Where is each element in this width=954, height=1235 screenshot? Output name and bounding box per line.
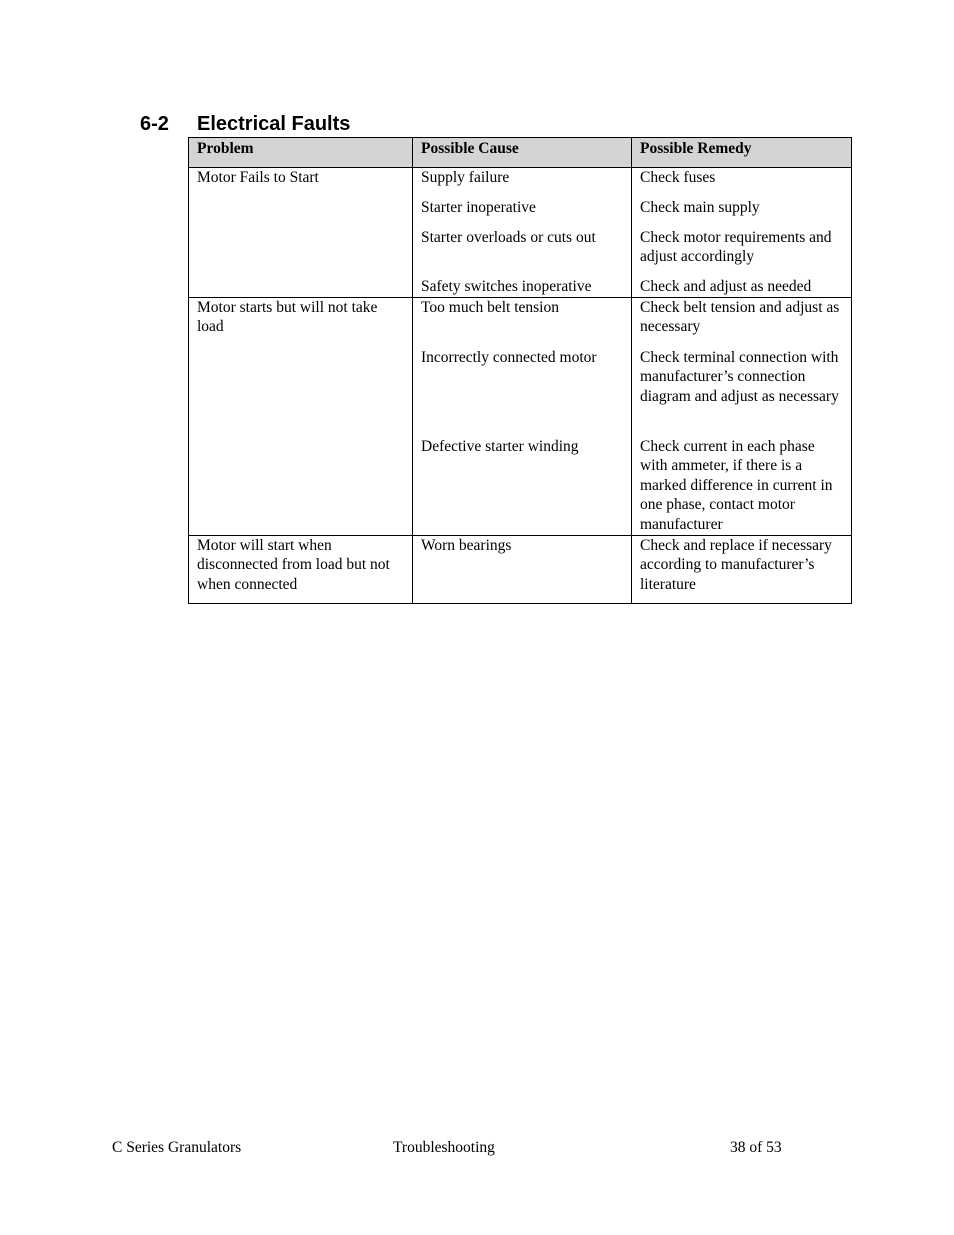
cause-text: Incorrectly connected motor bbox=[421, 348, 597, 366]
section-number: 6-2 bbox=[140, 113, 169, 135]
header-possible-remedy: Possible Remedy bbox=[632, 138, 852, 168]
remedy-text: Check and adjust as needed bbox=[640, 277, 812, 295]
remedy-text: Check motor requirements and adjust accordingly bbox=[640, 228, 832, 266]
problem-text: Motor Fails to Start bbox=[197, 168, 319, 186]
remedy-cell bbox=[632, 535, 852, 604]
remedy-cell bbox=[632, 297, 852, 535]
cause-text: Starter inoperative bbox=[421, 198, 536, 216]
problem-text: Motor will start when disconnected from load but not when connected bbox=[197, 536, 390, 593]
table-row bbox=[189, 535, 852, 604]
problem-cell bbox=[189, 297, 413, 535]
cause-text: Supply failure bbox=[421, 168, 510, 186]
problem-cell bbox=[189, 535, 413, 604]
header-problem: Problem bbox=[189, 138, 413, 168]
cause-text: Starter overloads or cuts out bbox=[421, 228, 596, 246]
cause-cell bbox=[413, 535, 632, 604]
remedy-text: Check belt tension and adjust as necessary bbox=[640, 298, 840, 336]
table-row bbox=[189, 167, 852, 297]
cause-text: Safety switches inoperative bbox=[421, 277, 592, 295]
table-row bbox=[189, 297, 852, 535]
cause-cell bbox=[413, 167, 632, 297]
table-header-row bbox=[189, 138, 852, 168]
remedy-text: Check fuses bbox=[640, 168, 716, 186]
footer-page-number: 38 of 53 bbox=[730, 1139, 782, 1156]
remedy-text: Check current in each phase with ammeter, if there is a marked difference in current in one phase, contact motor manufacturer bbox=[640, 437, 833, 533]
electrical-faults-table bbox=[188, 137, 852, 604]
header-possible-cause: Possible Cause bbox=[413, 138, 632, 168]
remedy-text: Check terminal connection with manufacturer’s connection diagram and adjust as necessary bbox=[640, 348, 839, 405]
cause-text: Defective starter winding bbox=[421, 437, 579, 455]
cause-text: Too much belt tension bbox=[421, 298, 559, 316]
remedy-text: Check and replace if necessary according to manufacturer’s literature bbox=[640, 536, 832, 593]
remedy-text: Check main supply bbox=[640, 198, 760, 216]
section-title: Electrical Faults bbox=[197, 113, 351, 135]
footer-document-title: C Series Granulators bbox=[112, 1139, 242, 1156]
cause-cell bbox=[413, 297, 632, 535]
cause-text: Worn bearings bbox=[421, 536, 512, 554]
problem-cell bbox=[189, 167, 413, 297]
remedy-cell bbox=[632, 167, 852, 297]
problem-text: Motor starts but will not take load bbox=[197, 298, 378, 336]
footer-chapter: Troubleshooting bbox=[393, 1139, 495, 1156]
section-heading bbox=[140, 112, 350, 136]
